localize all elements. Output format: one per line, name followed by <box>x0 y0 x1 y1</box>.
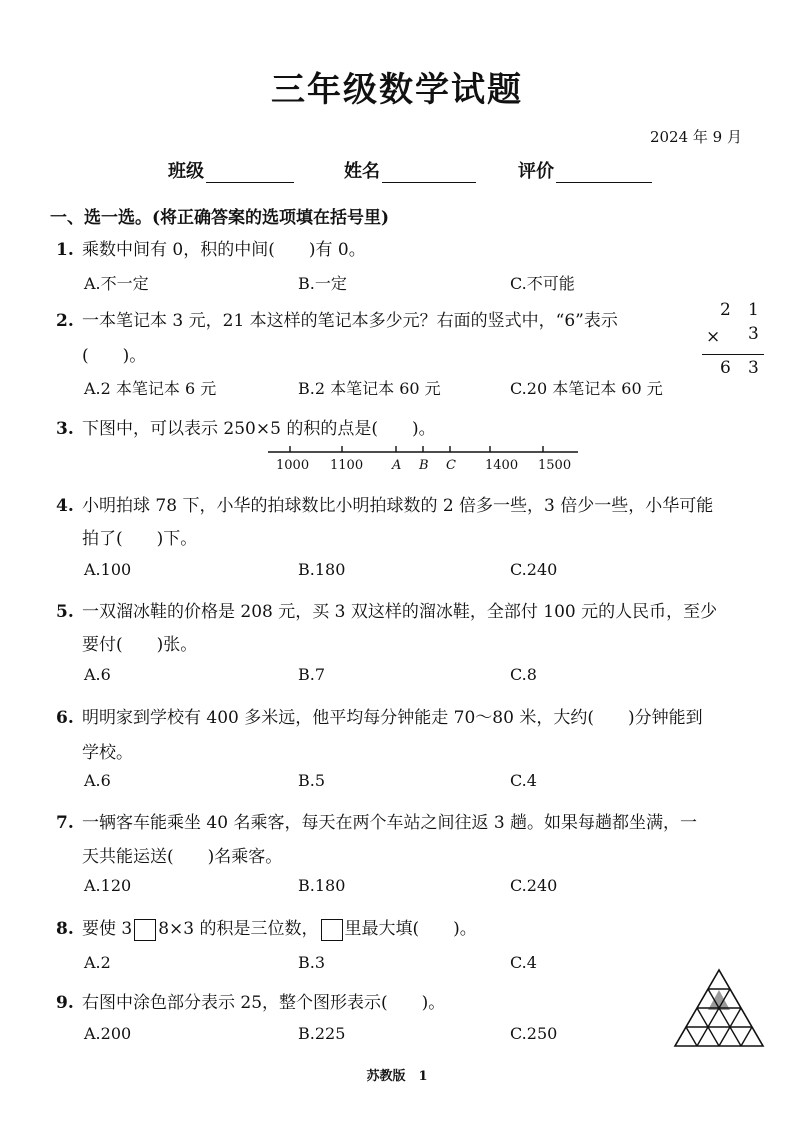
nl-label-b: B <box>419 458 429 473</box>
q4-option-b: B.180 <box>298 560 346 579</box>
q7-option-c: C.240 <box>510 876 558 895</box>
q6-option-a: A.6 <box>84 771 111 790</box>
q2-option-b: B.2 本笔记本 60 元 <box>298 379 441 398</box>
q2-option-a: A.2 本笔记本 6 元 <box>84 379 217 398</box>
q5-option-b: B.7 <box>298 665 326 684</box>
grade-label: 评价 <box>518 161 554 182</box>
nl-label-1500: 1500 <box>538 458 572 473</box>
q5-option-a: A.6 <box>84 665 111 684</box>
question-4-cont: 拍了( )下。 <box>82 529 198 549</box>
q8-option-b: B.3 <box>298 953 326 972</box>
page-title: 三年级数学试题 <box>271 70 523 110</box>
vertical-multiplication: 2 1 × 3 6 3 <box>700 300 764 380</box>
question-6: 6. 明明家到学校有 400 多米远，他平均每分钟能走 70～80 米，大约( )分钟能到 <box>56 708 703 728</box>
question-9: 9. 右图中涂色部分表示 25，整个图形表示( )。 <box>56 993 446 1013</box>
grade-field <box>518 157 652 183</box>
q6-option-b: B.5 <box>298 771 326 790</box>
nl-label-a: A <box>392 458 402 473</box>
q4-option-a: A.100 <box>84 560 132 579</box>
q9-option-c: C.250 <box>510 1024 558 1043</box>
triangle-figure <box>664 960 774 1050</box>
question-5: 5. 一双溜冰鞋的价格是 208 元，买 3 双这样的溜冰鞋，全部付 100 元的人民币，至少 <box>56 602 718 622</box>
q2-option-c: C.20 本笔记本 60 元 <box>510 379 663 398</box>
q1-option-c: C.不可能 <box>510 274 575 293</box>
q8-option-a: A.2 <box>84 953 111 972</box>
q8-option-c: C.4 <box>510 953 537 972</box>
name-blank[interactable] <box>382 162 476 183</box>
question-3: 3. 下图中，可以表示 250×5 的积的点是( )。 <box>56 419 436 439</box>
class-field <box>168 157 294 183</box>
question-1: 1. 乘数中间有 0，积的中间( )有 0。 <box>56 240 366 260</box>
question-2-cont: ( )。 <box>82 346 147 366</box>
page-footer: 苏教版 1 <box>366 1069 428 1084</box>
question-5-cont: 要付( )张。 <box>82 635 198 655</box>
question-7-cont: 天共能运送( )名乘客。 <box>82 847 283 867</box>
exam-date: 2024 年 9 月 <box>649 128 742 146</box>
q4-option-c: C.240 <box>510 560 558 579</box>
question-8: 8. 要使 3 8×3 的积是三位数， 里最大填( )。 <box>56 919 477 939</box>
name-field <box>344 157 476 183</box>
question-6-cont: 学校。 <box>82 743 133 763</box>
nl-label-c: C <box>446 458 456 473</box>
question-7: 7. 一辆客车能乘坐 40 名乘客，每天在两个车站之间往返 3 趟。如果每趟都坐满，一 <box>56 813 698 833</box>
q7-option-a: A.120 <box>84 876 132 895</box>
nl-label-1400: 1400 <box>485 458 519 473</box>
section-heading: 一、选一选。(将正确答案的选项填在括号里) <box>50 208 390 228</box>
question-2: 2. 一本笔记本 3 元，21 本这样的笔记本多少元？右面的竖式中，“6”表示 <box>56 311 618 331</box>
class-label: 班级 <box>168 161 204 182</box>
q9-option-a: A.200 <box>84 1024 132 1043</box>
q8-blank-box-2[interactable] <box>321 919 343 941</box>
q8-blank-box-1[interactable] <box>134 919 156 941</box>
question-4: 4. 小明拍球 78 下，小华的拍球数比小明拍球数的 2 倍多一些，3 倍少一些，小华可能 <box>56 496 714 516</box>
q9-option-b: B.225 <box>298 1024 346 1043</box>
name-label: 姓名 <box>344 161 380 182</box>
q5-option-c: C.8 <box>510 665 537 684</box>
q1-option-b: B.一定 <box>298 274 347 293</box>
q1-option-a: A.不一定 <box>84 274 149 293</box>
calc-rule <box>702 354 764 355</box>
q7-option-b: B.180 <box>298 876 346 895</box>
nl-label-1000: 1000 <box>276 458 310 473</box>
q6-option-c: C.4 <box>510 771 537 790</box>
nl-label-1100: 1100 <box>330 458 364 473</box>
grade-blank[interactable] <box>556 162 652 183</box>
class-blank[interactable] <box>206 162 294 183</box>
